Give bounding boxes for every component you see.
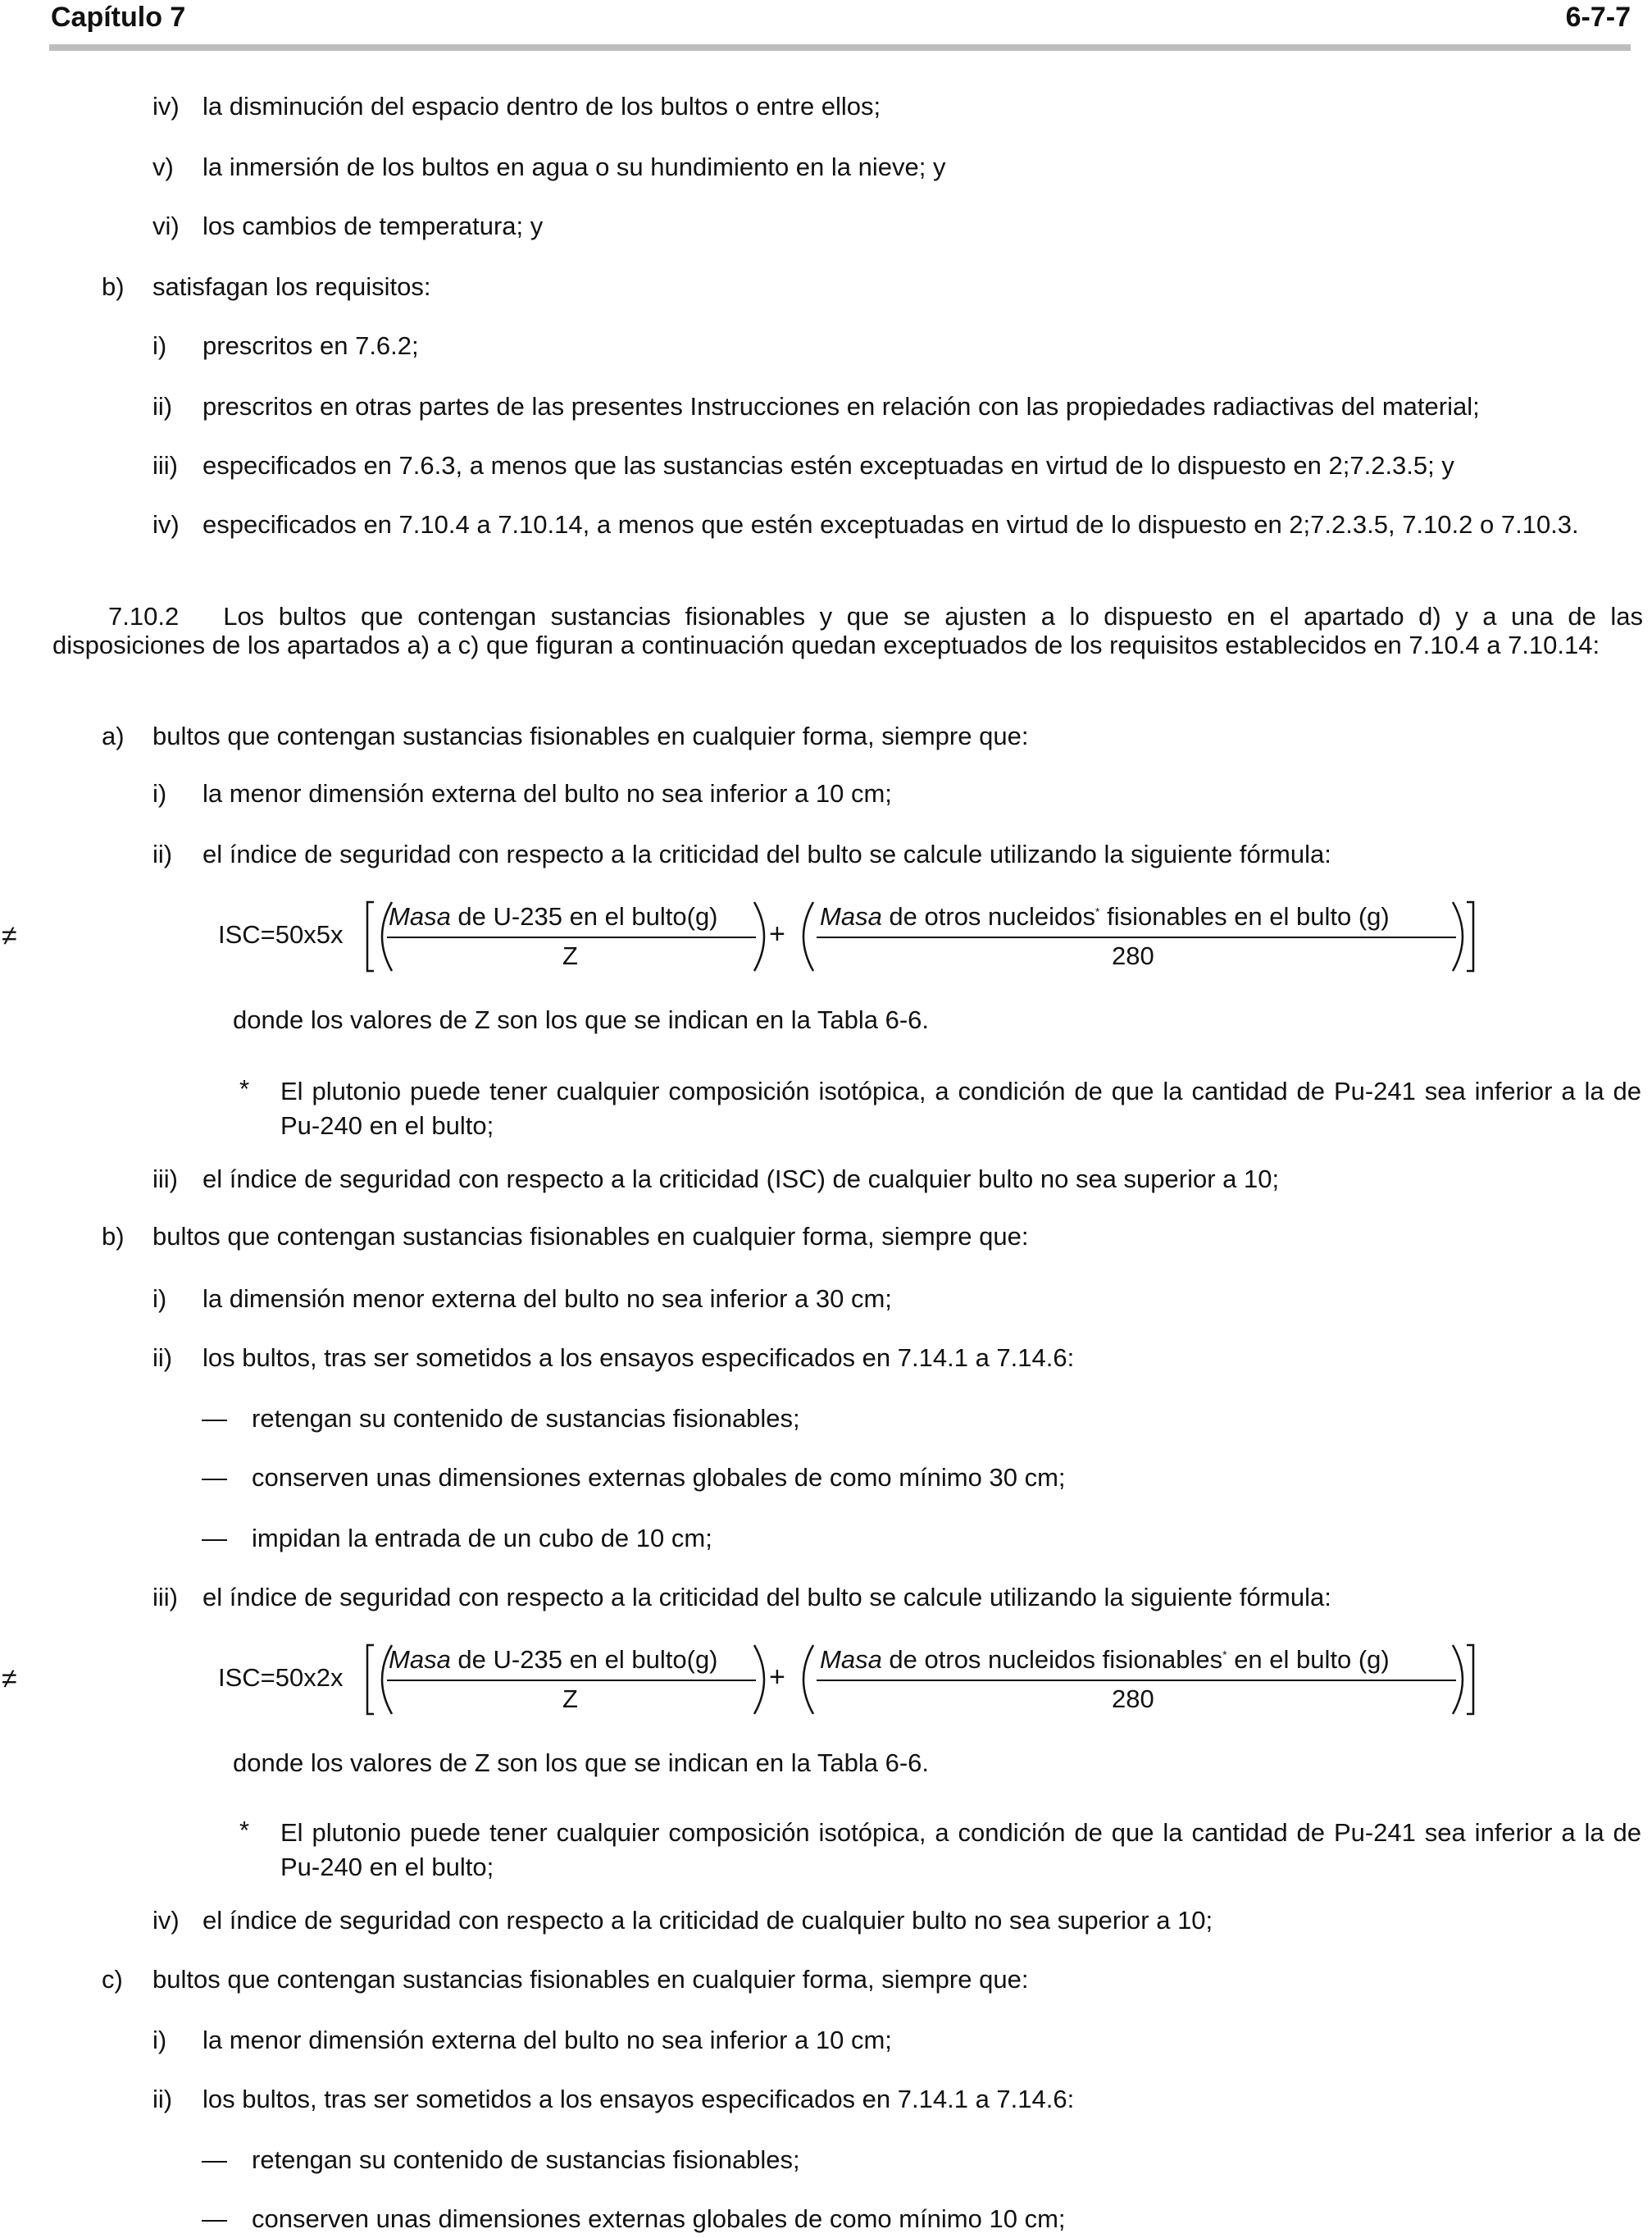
formula (218, 1639, 1481, 1721)
item-text: el índice de seguridad con respecto a la criticidad del bulto se calcule utilizando la siguiente fórmula: (203, 840, 1331, 868)
numerator-2-italic: Masa (820, 902, 882, 931)
numerator-1 (389, 1645, 718, 1675)
dash-label: — (202, 1404, 227, 1433)
item-text: bultos que contengan sustancias fisionables en cualquier forma, siempre que: (152, 1965, 1029, 1994)
dash-label: — (202, 2145, 227, 2174)
numerator-2-italic: Masa (820, 1645, 882, 1674)
denominator-2: 280 (1112, 1684, 1154, 1713)
item-label: i) (152, 1284, 167, 1313)
numerator-2 (820, 1645, 1390, 1675)
item-label: b) (102, 1222, 125, 1251)
chapter-title: Capítulo 7 (51, 2, 186, 33)
numerator-2 (820, 902, 1390, 932)
item-label: a) (102, 722, 125, 750)
section-number: 7.10.2 (108, 602, 180, 631)
footnote-text: El plutonio puede tener cualquier composición isotópica, a condición de que la cantidad de Pu-241 sea inferior a la de Pu-240 en el bulto; (280, 1077, 1641, 1140)
change-mark: ≠ (2, 1663, 17, 1694)
formula-lhs: ISC=50x2x (218, 1663, 344, 1692)
section-text: Los bultos que contengan sustancias fisionables y que se ajusten a lo dispuesto en el apartado d) y a una de las disposiciones de los apartados a) a c) que figuran a continuación quedan exceptuados de los requisitos establecidos en 7.10.4 a 7.10.14: (52, 602, 1643, 659)
item-label: iv) (152, 510, 180, 539)
numerator-1-italic: Masa (389, 902, 451, 931)
item-text: la disminución del espacio dentro de los bultos o entre ellos; (203, 92, 881, 121)
dash-text: retengan su contenido de sustancias fisionables; (252, 1404, 800, 1433)
item-label: ii) (152, 392, 173, 421)
footnote-star: * (239, 1074, 250, 1103)
fraction-bar-1 (387, 1680, 756, 1681)
item-label: vi) (152, 212, 180, 240)
plus-sign: + (769, 1661, 785, 1693)
change-mark: ≠ (2, 920, 17, 951)
numerator-1-italic: Masa (389, 1645, 451, 1674)
fraction-bar-2 (817, 937, 1456, 938)
denominator-1: Z (562, 941, 578, 970)
item-text: especificados en 7.6.3, a menos que las sustancias estén exceptuadas en virtud de lo dispuesto en 2;7.2.3.5; y (203, 451, 1454, 480)
footnote-text: El plutonio puede tener cualquier composición isotópica, a condición de que la cantidad de Pu-241 sea inferior a la de Pu-240 en el bulto; (280, 1818, 1641, 1881)
footnote-star: * (1095, 905, 1100, 918)
denominator-2: 280 (1112, 941, 1154, 970)
where-note: donde los valores de Z son los que se indican en la Tabla 6-6. (233, 1005, 930, 1034)
item-text: bultos que contengan sustancias fisionables en cualquier forma, siempre que: (152, 1222, 1029, 1251)
item-label: i) (152, 779, 167, 808)
item-text: prescritos en otras partes de las presentes Instrucciones en relación con las propiedades radiactivas del material; (203, 392, 1480, 421)
item-text: especificados en 7.10.4 a 7.10.14, a menos que estén exceptuadas en virtud de lo dispuesto en 2;7.2.3.5, 7.10.2 o 7.10.3. (203, 510, 1579, 539)
numerator-2-text: de otros nucleidos (881, 902, 1096, 931)
footnote-star: * (239, 1816, 250, 1844)
section-7-10-2 (52, 602, 1643, 659)
item-text: la inmersión de los bultos en agua o su hundimiento en la nieve; y (203, 153, 946, 181)
header-rule (49, 44, 1631, 51)
formula (218, 896, 1481, 978)
dash-label: — (202, 1463, 227, 1492)
numerator-1 (389, 902, 718, 932)
fraction-bar-2 (817, 1680, 1456, 1681)
fraction-bar-1 (387, 937, 756, 938)
item-text: la dimensión menor externa del bulto no sea inferior a 30 cm; (203, 1284, 892, 1313)
item-label: c) (102, 1965, 123, 1994)
numerator-2-end: en el bulto (g) (1226, 1645, 1390, 1674)
item-label: i) (152, 2026, 167, 2054)
item-text: el índice de seguridad con respecto a la criticidad (ISC) de cualquier bulto no sea superior a 10; (203, 1165, 1280, 1193)
item-text: el índice de seguridad con respecto a la criticidad de cualquier bulto no sea superior a 10; (203, 1906, 1213, 1935)
item-label: ii) (152, 840, 173, 868)
dash-label: — (202, 1524, 227, 1552)
where-note: donde los valores de Z son los que se indican en la Tabla 6-6. (233, 1748, 930, 1777)
item-text: el índice de seguridad con respecto a la criticidad del bulto se calcule utilizando la siguiente fórmula: (203, 1583, 1331, 1611)
item-text: los cambios de temperatura; y (203, 212, 544, 240)
item-label: iii) (152, 1583, 178, 1611)
item-label: b) (102, 272, 125, 301)
item-label: i) (152, 331, 167, 360)
item-text: prescritos en 7.6.2; (203, 331, 419, 360)
footnote-star: * (1222, 1648, 1227, 1661)
item-text: la menor dimensión externa del bulto no sea inferior a 10 cm; (203, 2026, 892, 2054)
dash-text: conserven unas dimensiones externas globales de como mínimo 10 cm; (252, 2204, 1066, 2233)
formula-lhs: ISC=50x5x (218, 920, 344, 949)
numerator-2-end: fisionables en el bulto (g) (1099, 902, 1390, 931)
item-label: iv) (152, 1906, 180, 1935)
item-label: ii) (152, 1343, 173, 1372)
item-text: la menor dimensión externa del bulto no sea inferior a 10 cm; (203, 779, 892, 808)
item-label: iv) (152, 92, 180, 121)
dash-label: — (202, 2204, 227, 2233)
page-number: 6-7-7 (1565, 2, 1631, 33)
denominator-1: Z (562, 1684, 578, 1713)
numerator-1-text: de U-235 en el bulto(g) (450, 902, 718, 931)
numerator-1-text: de U-235 en el bulto(g) (450, 1645, 718, 1674)
dash-text: conserven unas dimensiones externas globales de como mínimo 30 cm; (252, 1463, 1066, 1492)
dash-text: retengan su contenido de sustancias fisionables; (252, 2145, 800, 2174)
item-label: v) (152, 153, 174, 181)
item-text: los bultos, tras ser sometidos a los ensayos especificados en 7.14.1 a 7.14.6: (203, 1343, 1075, 1372)
item-text: satisfagan los requisitos: (152, 272, 431, 301)
dash-text: impidan la entrada de un cubo de 10 cm; (252, 1524, 712, 1552)
item-text: los bultos, tras ser sometidos a los ensayos especificados en 7.14.1 a 7.14.6: (203, 2085, 1075, 2113)
plus-sign: + (769, 918, 785, 950)
item-label: ii) (152, 2085, 173, 2113)
item-label: iii) (152, 451, 178, 480)
numerator-2-text: de otros nucleidos fisionables (881, 1645, 1223, 1674)
item-text: bultos que contengan sustancias fisionables en cualquier forma, siempre que: (152, 722, 1029, 750)
item-label: iii) (152, 1165, 178, 1193)
